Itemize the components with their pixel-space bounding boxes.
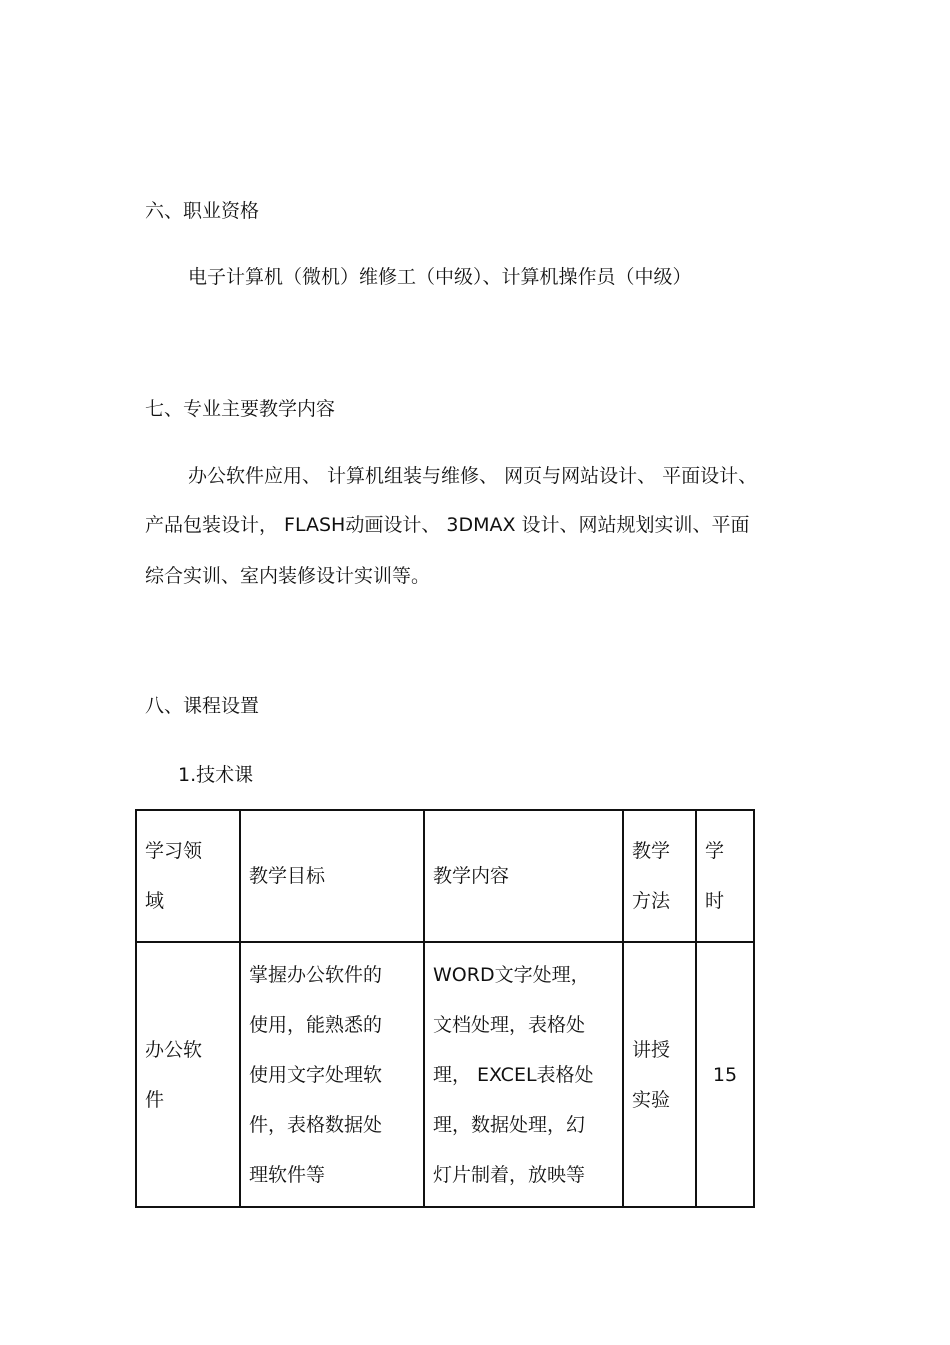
header-hours-line: 学: [705, 840, 725, 862]
header-content: 教学内容: [424, 810, 623, 942]
header-hours: [696, 810, 754, 942]
section-six-body: 电子计算机（微机）维修工（中级）、计算机操作员（中级）: [188, 266, 692, 288]
section-seven-heading: 七、专业主要教学内容: [145, 398, 336, 420]
row-goal-line: 掌握办公软件的: [249, 963, 383, 986]
header-domain-line: 域: [145, 890, 165, 912]
row-goal-line: 使用文字处理软: [249, 1063, 383, 1086]
course-table: [135, 809, 755, 1208]
section-eight-heading: 八、课程设置: [145, 695, 260, 717]
row-content-line: 文档处理，表格处: [433, 1013, 586, 1036]
table-row: [136, 942, 754, 1207]
row-goal: [240, 942, 424, 1207]
header-hours-line: 时: [705, 890, 725, 912]
row-method: [623, 942, 696, 1207]
row-hours: 15: [696, 942, 754, 1207]
section-eight-subheading: 1.技术课: [178, 764, 254, 786]
header-method: [623, 810, 696, 942]
section-six-heading: 六、职业资格: [145, 200, 260, 222]
header-method-line: 方法: [632, 890, 671, 912]
table-header-row: [136, 810, 754, 942]
row-goal-line: 件，表格数据处: [249, 1113, 383, 1136]
row-method-line: 讲授: [632, 1038, 671, 1061]
header-method-line: 教学: [632, 840, 671, 862]
header-domain-line: 学习领: [145, 840, 203, 862]
header-goal: 教学目标: [240, 810, 424, 942]
section-seven-line-2: 产品包装设计， FLASH动画设计、 3DMAX 设计、网站规划实训、平面: [145, 514, 750, 536]
row-domain-line: 办公软: [145, 1038, 203, 1061]
row-goal-line: 理软件等: [249, 1163, 326, 1186]
row-goal-line: 使用，能熟悉的: [249, 1013, 383, 1036]
row-method-line: 实验: [632, 1088, 671, 1111]
row-content-line: 理，数据处理，幻: [433, 1113, 586, 1136]
header-domain: [136, 810, 240, 942]
row-content-line: WORD文字处理，: [433, 963, 590, 986]
row-content-line: 灯片制着，放映等: [433, 1163, 586, 1186]
row-domain-line: 件: [145, 1088, 165, 1111]
row-domain: [136, 942, 240, 1207]
row-content: [424, 942, 623, 1207]
section-seven-line-1: 办公软件应用、 计算机组装与维修、 网页与网站设计、 平面设计、: [188, 465, 758, 487]
row-content-line: 理， EXCEL表格处: [433, 1063, 594, 1086]
section-seven-line-3: 综合实训、室内装修设计实训等。: [145, 565, 431, 587]
